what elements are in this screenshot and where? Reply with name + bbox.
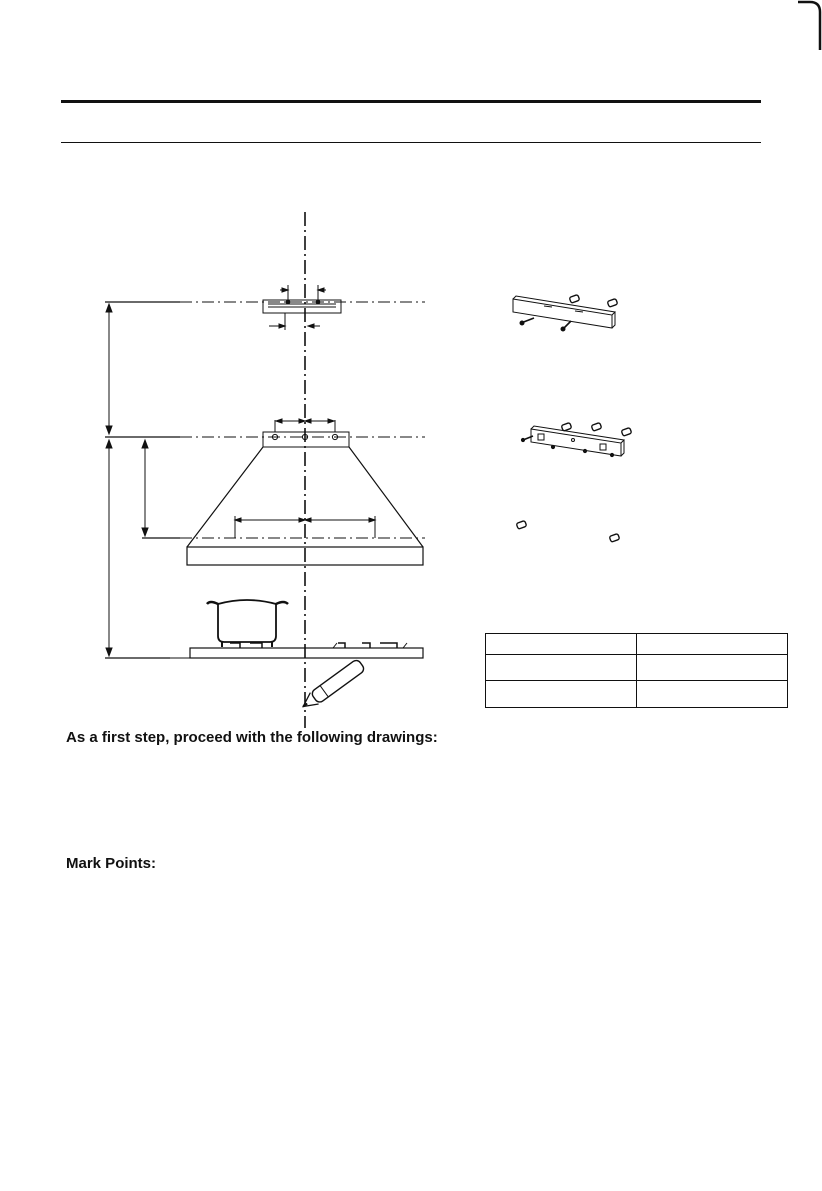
parts-table	[485, 633, 788, 708]
parts-bracket-kit	[513, 294, 618, 331]
table-cell	[637, 655, 788, 681]
table-row	[486, 681, 788, 708]
table-cell	[486, 655, 637, 681]
heading-mark-points: Mark Points:	[66, 855, 157, 872]
table-cell	[637, 681, 788, 708]
table-row	[486, 655, 788, 681]
pencil-icon	[299, 659, 365, 713]
table-cell	[486, 681, 637, 708]
table-cell	[486, 634, 637, 655]
table-row	[486, 634, 788, 655]
heading-first-step: As a first step, proceed with the following drawings:	[66, 729, 438, 746]
parts-hood-bracket-kit	[521, 422, 631, 456]
parts-screws	[516, 520, 620, 542]
table-cell	[637, 634, 788, 655]
cooking-pot	[218, 604, 276, 642]
hob	[190, 648, 423, 658]
